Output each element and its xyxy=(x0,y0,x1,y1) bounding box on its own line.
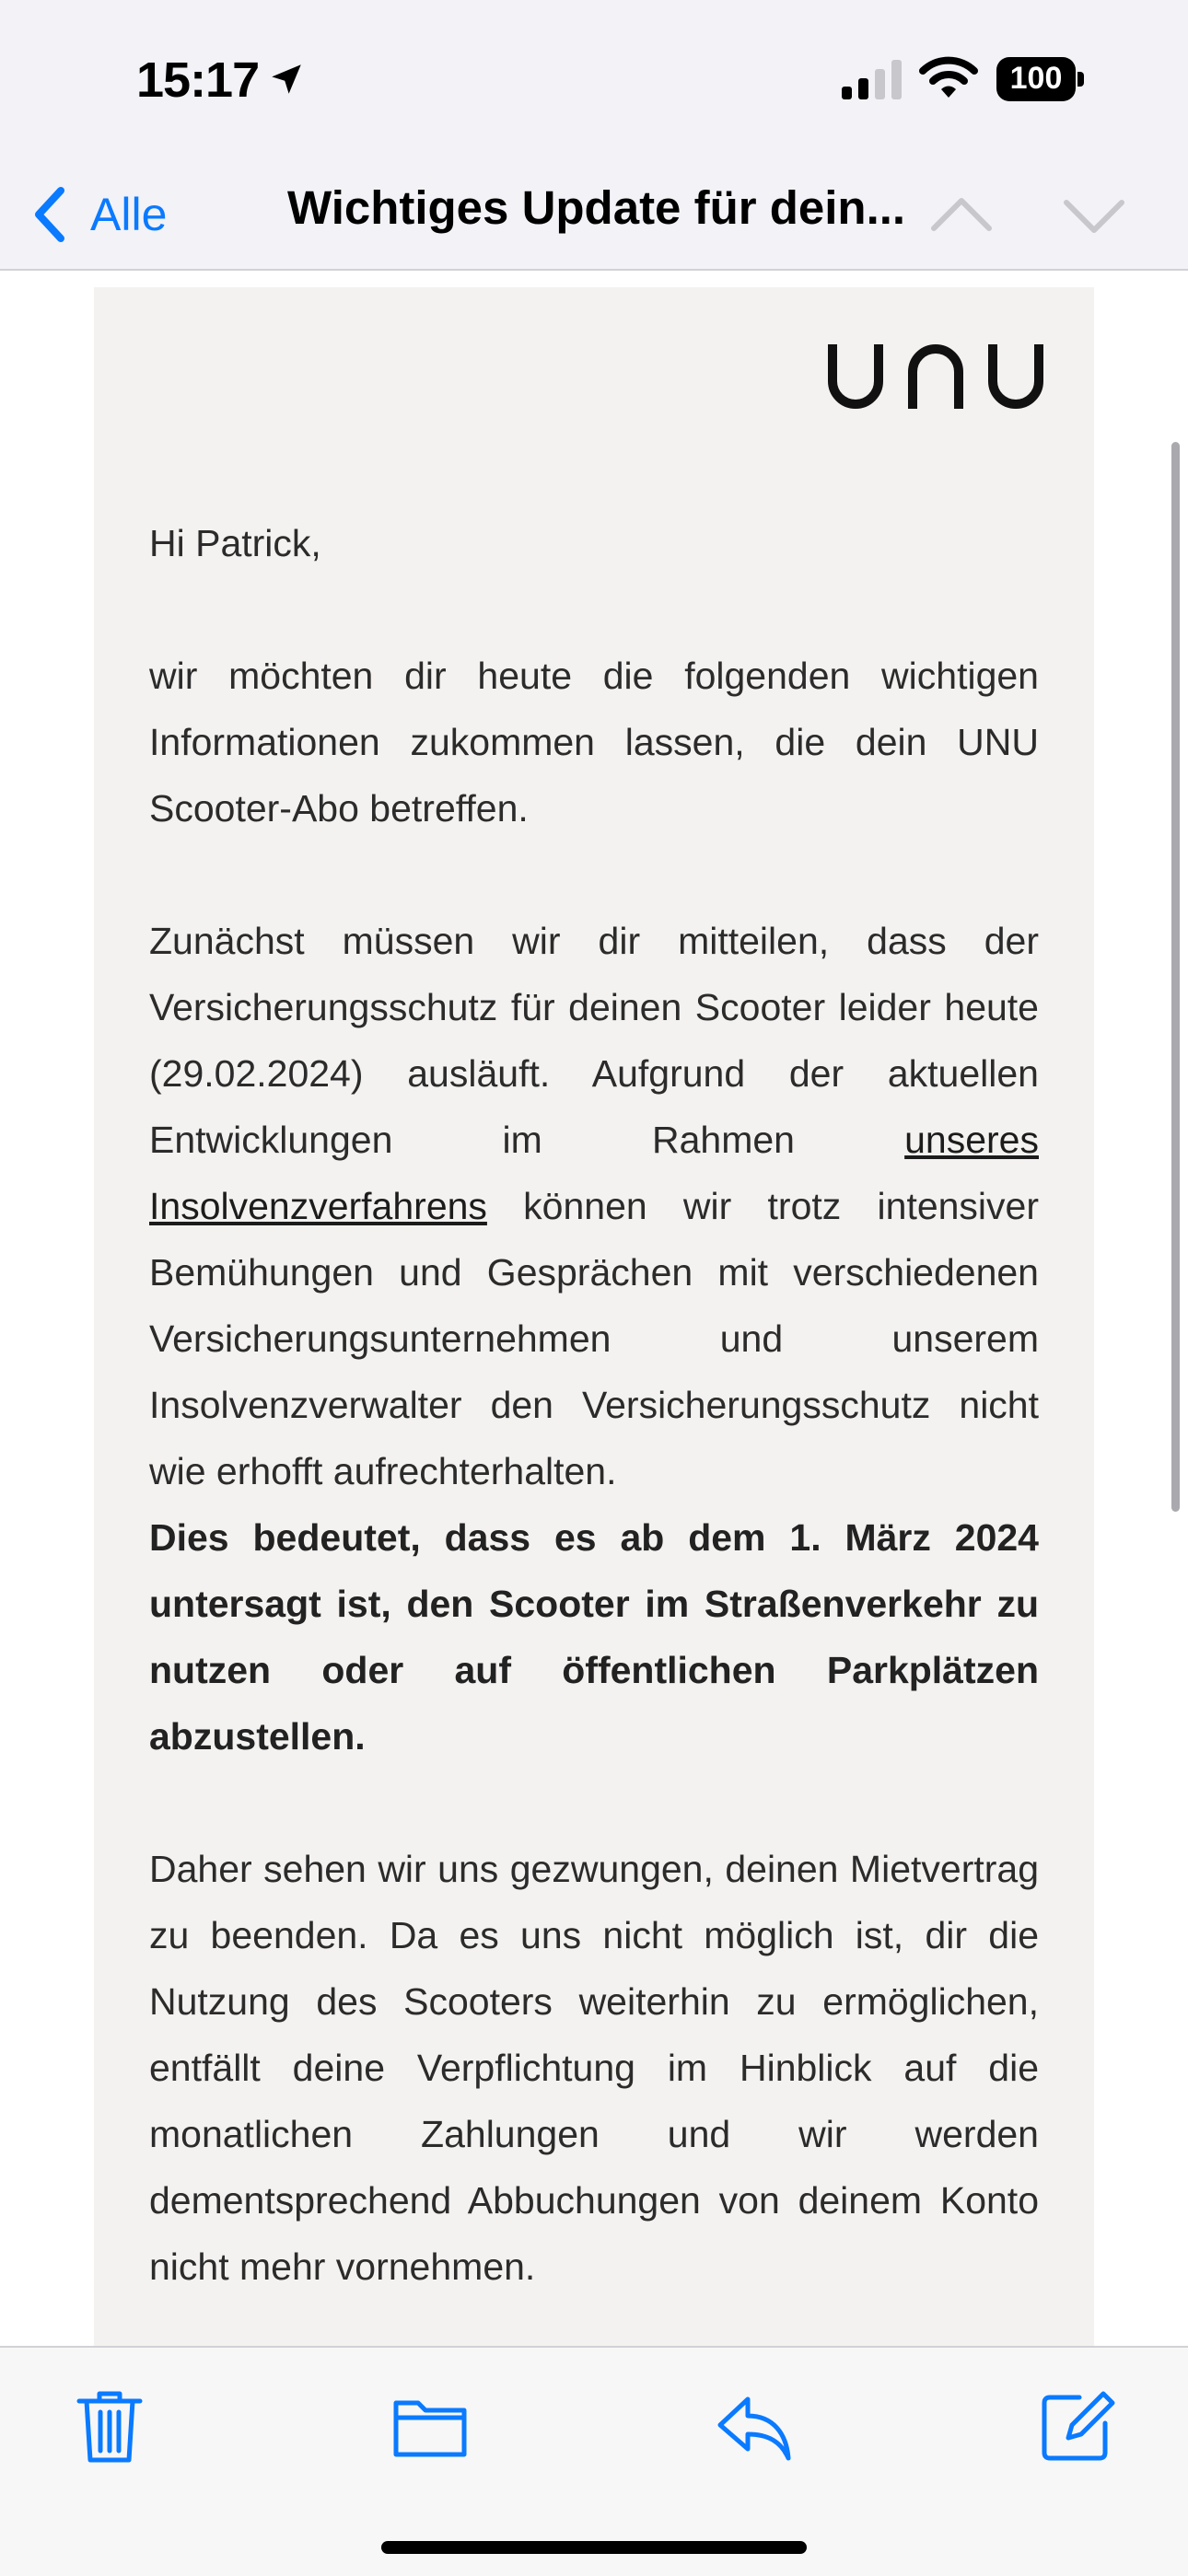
status-bar xyxy=(0,0,1188,157)
paragraph-insurance xyxy=(149,908,1039,1504)
email-body xyxy=(149,510,1039,2346)
folder-icon[interactable] xyxy=(389,2385,472,2467)
compose-icon[interactable] xyxy=(1035,2385,1118,2467)
back-button[interactable] xyxy=(31,173,167,256)
email-content[interactable] xyxy=(0,271,1188,2346)
paragraph-intro: wir möchten dir heute die folgenden wichtigen Informationen zukommen lassen, die dein UNU Scooter-Abo betreffen. xyxy=(149,655,1039,830)
home-indicator xyxy=(381,2541,807,2554)
greeting: Hi Patrick, xyxy=(149,522,321,564)
reply-icon[interactable] xyxy=(713,2385,796,2467)
cellular-signal-icon xyxy=(840,59,904,99)
paragraph-insurance-end: können wir trotz intensiver Bemühungen und Gesprächen mit verschiedenen Versicherungsunternehmen und unserem Insolvenzverwalter den Versicherungsschutz nicht wie erhofft aufrechterhalten. xyxy=(149,1185,1039,1492)
status-time: 15:17 xyxy=(136,52,260,108)
email-card xyxy=(94,287,1094,2346)
paragraph-insurance-start: Zunächst müssen wir dir mitteilen, dass der Versicherungsschutz für deinen Scooter leider heute (29.02.2024) ausläuft. Aufgrund der aktuellen Entwicklungen im Rahmen xyxy=(149,920,1039,1161)
chevron-left-icon xyxy=(31,186,68,243)
location-arrow-icon xyxy=(267,59,306,99)
battery-level: 100 xyxy=(1009,61,1063,96)
warning-bold-text: Dies bedeutet, dass es ab dem 1. März 2024 untersagt ist, den Scooter im Straßenverkehr zu nutzen oder auf öffentlichen Parkplätzen abzustellen. xyxy=(149,1516,1039,1758)
chevron-down-icon[interactable] xyxy=(1061,182,1127,249)
scrollbar[interactable] xyxy=(1171,442,1180,1512)
paragraph-warning xyxy=(149,1504,1039,1770)
back-label: Alle xyxy=(90,189,168,240)
battery-icon xyxy=(996,57,1085,101)
bottom-toolbar xyxy=(0,2346,1188,2576)
trash-icon[interactable] xyxy=(68,2385,151,2467)
unu-logo xyxy=(828,337,1043,412)
nav-bar xyxy=(0,157,1188,271)
insolvency-link[interactable]: unseres Insolvenzverfahrens xyxy=(149,1119,1039,1227)
wifi-icon xyxy=(919,55,978,99)
email-subject-title: Wichtiges Update für dein... xyxy=(287,181,906,234)
paragraph-termination: Daher sehen wir uns gezwungen, deinen Mietvertrag zu beenden. Da es uns nicht möglich ist, dir die Nutzung des Scooters weiterhin zu ermöglichen, entfällt deine Verpflichtung im Hinblick auf die monatlichen Zahlungen und wir werden dementsprechend Abbuchungen von deinem Konto nicht mehr vornehmen. xyxy=(149,1848,1039,2288)
chevron-up-icon[interactable] xyxy=(928,182,995,249)
